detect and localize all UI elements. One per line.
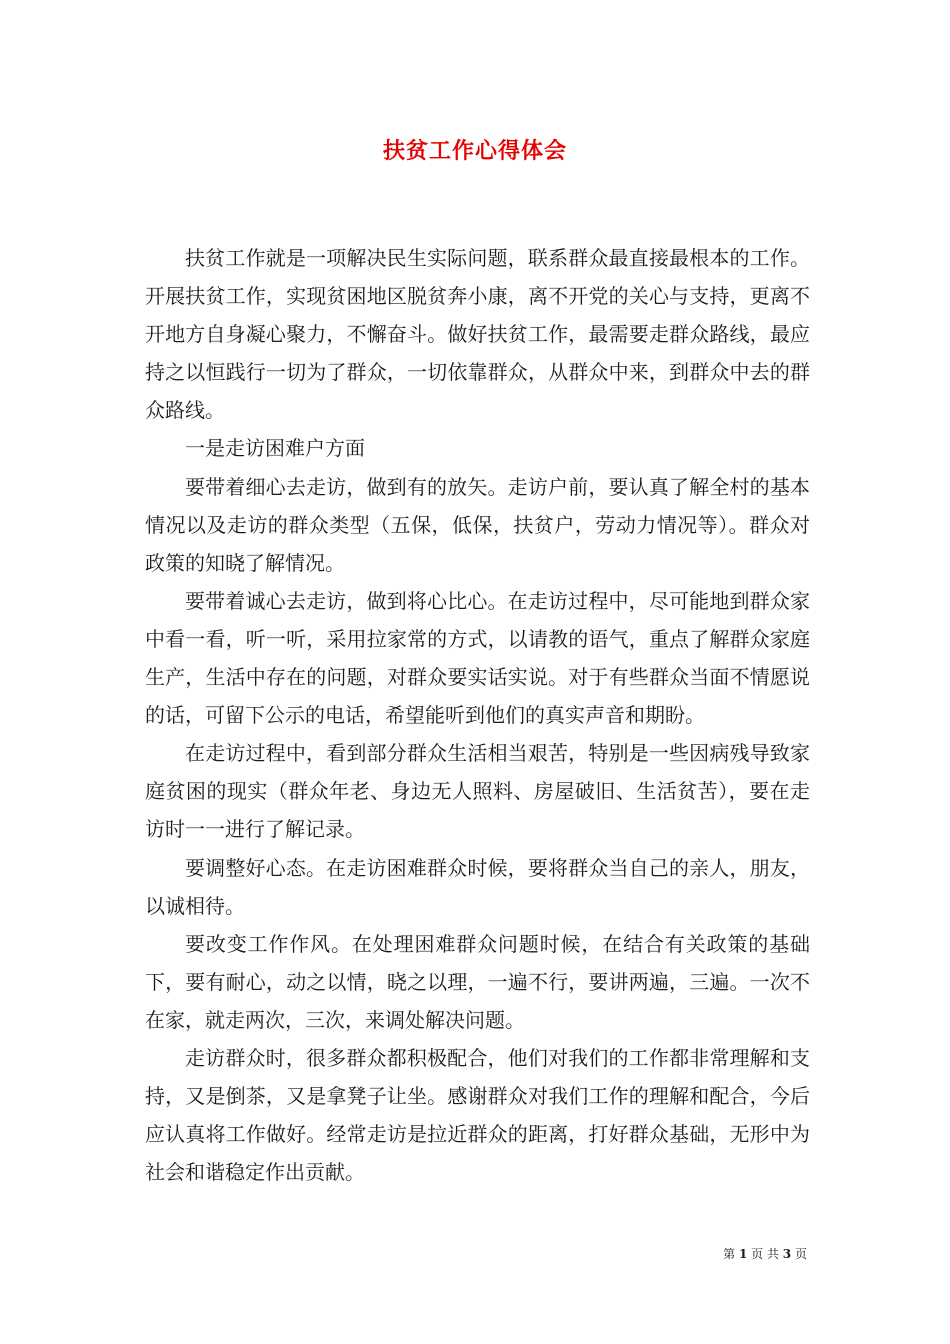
document-body [145,239,810,1191]
paragraph-work-style: 要改变工作作风。在处理困难群众问题时候，在结合有关政策的基础下，要有耐心，动之以情，晓之以理，一遍不行，要讲两遍，三遍。一次不在家，就走两次，三次，来调处解决问题。 [145,931,810,1032]
footer-prefix: 第 [723,1247,736,1261]
footer-current-page: 1 [738,1247,748,1261]
paragraph-hardship: 在走访过程中，看到部分群众生活相当艰苦，特别是一些因病残导致家庭贫困的现实（群众年老、身边无人照料、房屋破旧、生活贫苦），要在走访时一一进行了解记录。 [145,741,810,842]
paragraph-careful-visit: 要带着细心去走访，做到有的放矢。走访户前，要认真了解全村的基本情况以及走访的群众类型（五保，低保，扶贫户，劳动力情况等）。群众对政策的知晓了解情况。 [145,474,810,575]
paragraph-intro: 扶贫工作就是一项解决民生实际问题，联系群众最直接最根本的工作。开展扶贫工作，实现贫困地区脱贫奔小康，离不开党的关心与支持，更离不开地方自身凝心聚力，不懈奋斗。做好扶贫工作，最需要走群众路线，最应持之以恒践行一切为了群众，一切依靠群众，从群众中来，到群众中去的群众路线。 [145,246,810,423]
paragraph-sincere-visit: 要带着诚心去走访，做到将心比心。在走访过程中，尽可能地到群众家中看一看，听一听，采用拉家常的方式，以请教的语气，重点了解群众家庭生产，生活中存在的问题，对群众要实话实说。对于有些群众当面不情愿说的话，可留下公示的电话，希望能听到他们的真实声音和期盼。 [145,588,810,728]
section-heading: 一是走访困难户方面 [185,436,365,461]
paragraph-conclusion: 走访群众时，很多群众都积极配合，他们对我们的工作都非常理解和支持，又是倒茶，又是拿凳子让坐。感谢群众对我们工作的理解和配合，今后应认真将工作做好。经常走访是拉近群众的距离，打好群众基础，无形中为社会和谐稳定作出贡献。 [145,1045,810,1185]
page-number-footer [723,1245,807,1263]
paragraph-mindset: 要调整好心态。在走访困难群众时候，要将群众当自己的亲人，朋友，以诚相待。 [145,855,810,918]
footer-suffix: 页 [794,1247,807,1261]
footer-middle: 页 共 [751,1247,779,1261]
footer-total-pages: 3 [782,1247,792,1261]
document-title: 扶贫工作心得体会 [382,138,567,164]
